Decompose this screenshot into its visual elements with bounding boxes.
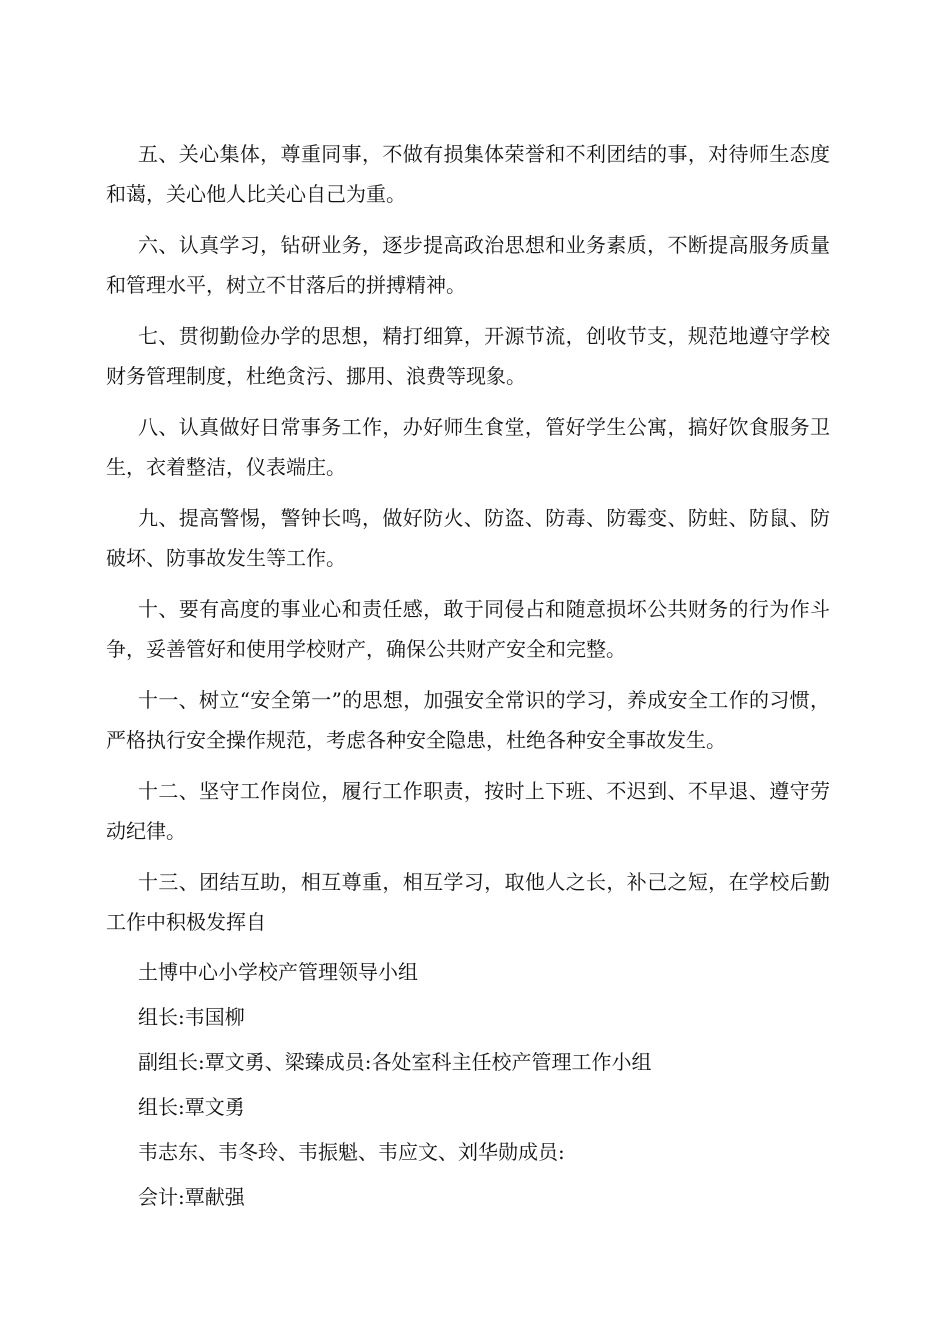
work-group-members: 韦志东、韦冬玲、韦振魁、韦应文、刘华勋成员: — [138, 1140, 565, 1164]
group-leader: 组长:韦国柳 — [138, 1005, 245, 1029]
paragraph-7: 七、贯彻勤俭办学的思想，精打细算，开源节流，创收节支，规范地遵守学校财务管理制度，杜绝贪污、挪用、浪费等现象。 — [106, 324, 830, 388]
group-title: 土博中心小学校产管理领导小组 — [138, 960, 418, 984]
paragraph-8: 八、认真做好日常事务工作，办好师生食堂，管好学生公寓，搞好饮食服务卫生，衣着整洁，仪表端庄。 — [106, 415, 830, 479]
paragraph-10: 十、要有高度的事业心和责任感，敢于同侵占和随意损坏公共财务的行为作斗争，妥善管好和使用学校财产，确保公共财产安全和完整。 — [106, 597, 830, 661]
paragraph-12: 十二、坚守工作岗位，履行工作职责，按时上下班、不迟到、不早退、遵守劳动纪律。 — [106, 779, 830, 843]
paragraph-6: 六、认真学习，钻研业务，逐步提高政治思想和业务素质，不断提高服务质量和管理水平，树立不甘落后的拼搏精神。 — [106, 233, 830, 297]
paragraph-9: 九、提高警惕，警钟长鸣，做好防火、防盗、防毒、防霉变、防蛀、防鼠、防破坏、防事故发生等工作。 — [106, 506, 830, 570]
accountant: 会计:覃献强 — [138, 1185, 245, 1209]
paragraph-13: 十三、团结互助，相互尊重，相互学习，取他人之长，补己之短，在学校后勤工作中积极发挥自 — [106, 870, 830, 934]
paragraph-11: 十一、树立“安全第一”的思想，加强安全常识的学习，养成安全工作的习惯，严格执行安全操作规范，考虑各种安全隐患，杜绝各种安全事故发生。 — [106, 688, 830, 752]
document-body — [106, 134, 830, 1220]
work-group-leader: 组长:覃文勇 — [138, 1095, 245, 1119]
paragraph-5: 五、关心集体，尊重同事，不做有损集体荣誉和不利团结的事，对待师生态度和蔼，关心他人比关心自己为重。 — [106, 142, 830, 206]
deputy-leader-and-members: 副组长:覃文勇、梁臻成员:各处室科主任校产管理工作小组 — [138, 1050, 652, 1074]
